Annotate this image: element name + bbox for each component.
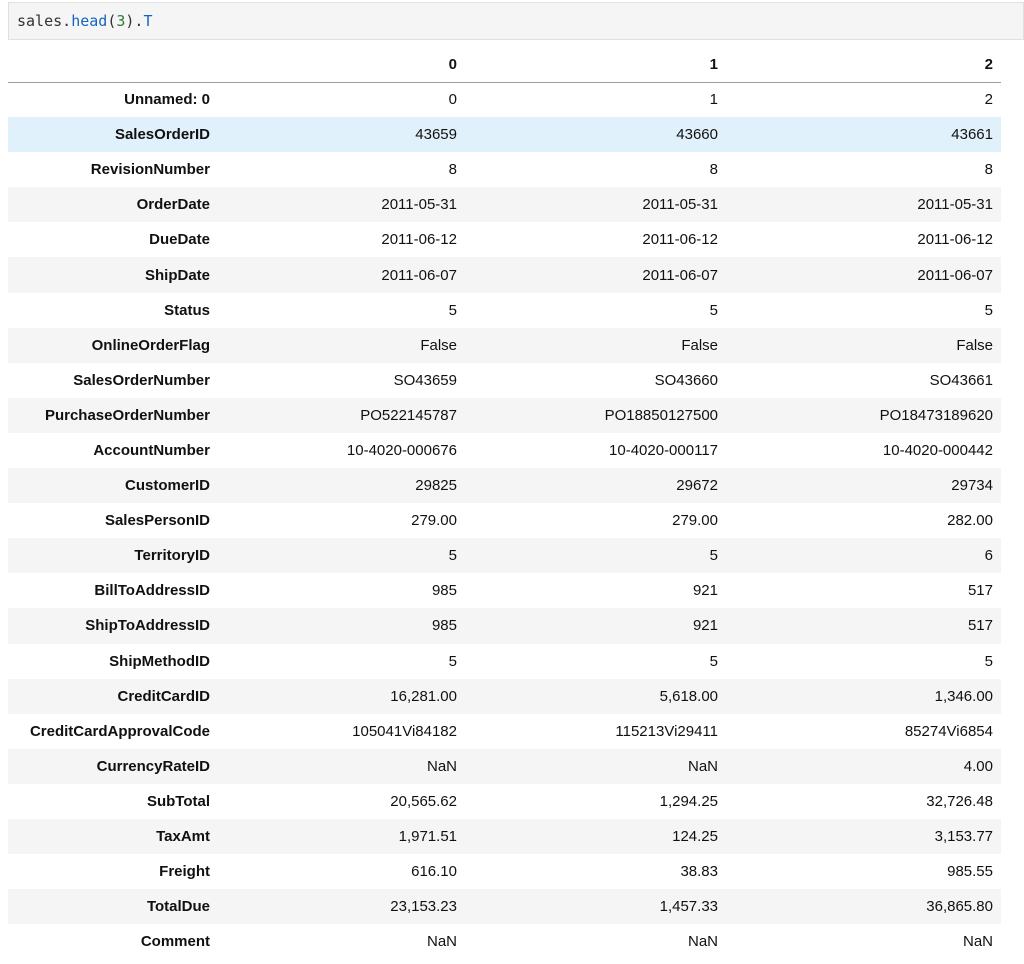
code-token-transpose: T <box>143 12 153 30</box>
table-cell: False <box>420 336 457 354</box>
row-index-label: Status <box>164 301 210 319</box>
row-index-label: SalesOrderID <box>114 126 210 144</box>
table-cell: 279.00 <box>672 512 718 530</box>
table-row <box>8 644 1001 679</box>
column-header: 1 <box>465 47 726 82</box>
table-row <box>8 679 1001 714</box>
table-cell: SO43661 <box>929 371 993 389</box>
table-cell: PO522145787 <box>360 406 457 424</box>
code-token-object: sales <box>17 12 63 30</box>
table-cell: PO18850127500 <box>604 406 718 424</box>
table-row <box>8 257 1001 292</box>
table-cell: 2011-06-12 <box>917 231 993 249</box>
table-cell: 38.83 <box>680 863 718 881</box>
table-row <box>8 608 1001 643</box>
table-cell: 115213Vi29411 <box>615 722 718 740</box>
table-cell: SO43660 <box>654 371 718 389</box>
table-cell: 85274Vi6854 <box>904 722 993 740</box>
table-cell: 616.10 <box>411 863 457 881</box>
table-row <box>8 363 1001 398</box>
table-row <box>8 82 1001 117</box>
table-cell: 29825 <box>415 477 457 495</box>
table-cell: 2011-06-12 <box>381 231 457 249</box>
code-token-close-paren: ) <box>125 12 135 30</box>
row-index-label: SubTotal <box>146 792 210 810</box>
row-index-label: OnlineOrderFlag <box>91 336 210 354</box>
table-cell: 1,971.51 <box>398 828 457 846</box>
table-row <box>8 714 1001 749</box>
table-cell: 1,294.25 <box>659 792 718 810</box>
table-cell: 5 <box>448 652 457 670</box>
table-cell: 29734 <box>951 477 993 495</box>
table-cell: 10-4020-000117 <box>609 441 718 459</box>
row-index-label: ShipDate <box>144 266 210 284</box>
row-index-label: AccountNumber <box>93 441 210 459</box>
table-cell: 43659 <box>415 126 457 144</box>
row-index-label: PurchaseOrderNumber <box>44 406 210 424</box>
table-cell: 1,346.00 <box>934 687 993 705</box>
table-cell: False <box>681 336 718 354</box>
index-header <box>8 47 218 82</box>
row-index-label: RevisionNumber <box>90 161 210 179</box>
table-cell: 43660 <box>676 126 718 144</box>
table-cell: 2011-06-07 <box>642 266 718 284</box>
table-cell: NaN <box>687 757 718 775</box>
table-cell: 5,618.00 <box>659 687 718 705</box>
table-row <box>8 889 1001 924</box>
table-cell: 279.00 <box>411 512 457 530</box>
table-cell: 43661 <box>951 126 993 144</box>
table-cell: NaN <box>426 757 457 775</box>
table-cell: 5 <box>984 652 993 670</box>
row-index-label: TotalDue <box>146 898 210 916</box>
table-cell: 921 <box>692 617 718 635</box>
table-cell: 2011-06-07 <box>381 266 457 284</box>
row-index-label: BillToAddressID <box>94 582 210 600</box>
table-cell: 5 <box>448 547 457 565</box>
table-row <box>8 117 1001 152</box>
table-cell: 2011-05-31 <box>381 196 457 214</box>
table-cell: PO18473189620 <box>879 406 993 424</box>
table-cell: 921 <box>692 582 718 600</box>
row-index-label: ShipToAddressID <box>85 617 210 635</box>
table-cell: 2011-06-12 <box>642 231 718 249</box>
table-row <box>8 328 1001 363</box>
table-cell: 32,726.48 <box>926 792 993 810</box>
table-row <box>8 573 1001 608</box>
row-index-label: SalesPersonID <box>104 512 210 530</box>
table-row <box>8 152 1001 187</box>
table-cell: 282.00 <box>947 512 993 530</box>
table-cell: 29672 <box>676 477 718 495</box>
row-index-label: CustomerID <box>124 477 210 495</box>
table-cell: 2 <box>984 91 993 109</box>
table-row <box>8 503 1001 538</box>
table-cell: 16,281.00 <box>390 687 457 705</box>
table-cell: 5 <box>448 301 457 319</box>
code-cell-input[interactable] <box>8 2 1024 40</box>
row-index-label: TaxAmt <box>156 828 210 846</box>
table-cell: 4.00 <box>963 757 993 775</box>
table-cell: 10-4020-000676 <box>346 441 457 459</box>
table-cell: 1 <box>709 91 718 109</box>
row-index-label: SalesOrderNumber <box>73 371 210 389</box>
table-cell: SO43659 <box>393 371 457 389</box>
table-cell: 1,457.33 <box>659 898 718 916</box>
table-cell: 985.55 <box>947 863 993 881</box>
table-row <box>8 433 1001 468</box>
table-cell: 985 <box>431 582 457 600</box>
table-cell: 2011-06-07 <box>917 266 993 284</box>
table-row <box>8 538 1001 573</box>
table-row <box>8 854 1001 889</box>
table-cell: 5 <box>984 301 993 319</box>
table-cell: 2011-05-31 <box>642 196 718 214</box>
table-row <box>8 468 1001 503</box>
table-row <box>8 293 1001 328</box>
table-cell: 36,865.80 <box>926 898 993 916</box>
table-cell: 6 <box>984 547 993 565</box>
table-cell: 20,565.62 <box>390 792 457 810</box>
row-index-label: ShipMethodID <box>109 652 210 670</box>
table-row <box>8 187 1001 222</box>
table-cell: NaN <box>687 933 718 951</box>
table-cell: 8 <box>448 161 457 179</box>
table-cell: 23,153.23 <box>390 898 457 916</box>
table-cell: 517 <box>967 582 993 600</box>
row-index-label: CreditCardID <box>117 687 210 705</box>
table-row <box>8 222 1001 257</box>
table-cell: 2011-05-31 <box>917 196 993 214</box>
table-cell: 3,153.77 <box>934 828 993 846</box>
code-token-open-paren: ( <box>107 12 117 30</box>
row-index-label: CreditCardApprovalCode <box>29 722 210 740</box>
table-cell: False <box>956 336 993 354</box>
table-cell: 517 <box>967 617 993 635</box>
table-cell: 105041Vi84182 <box>352 722 457 740</box>
table-cell: 5 <box>709 652 718 670</box>
table-cell: NaN <box>962 933 993 951</box>
table-row <box>8 398 1001 433</box>
column-header: 0 <box>218 47 465 82</box>
row-index-label: TerritoryID <box>134 547 210 565</box>
table-row <box>8 819 1001 854</box>
row-index-label: Comment <box>140 933 210 951</box>
table-row <box>8 784 1001 819</box>
row-index-label: Unnamed: 0 <box>124 91 210 109</box>
table-cell: 5 <box>709 301 718 319</box>
row-index-label: OrderDate <box>136 196 210 214</box>
table-cell: 8 <box>709 161 718 179</box>
row-index-label: Freight <box>159 863 210 881</box>
code-token-number: 3 <box>116 12 126 30</box>
table-cell: 5 <box>709 547 718 565</box>
row-index-label: CurrencyRateID <box>96 757 210 775</box>
code-token-dot: . <box>134 12 144 30</box>
table-cell: 0 <box>448 91 457 109</box>
table-row <box>8 924 1001 959</box>
column-header: 2 <box>726 47 1001 82</box>
code-token-method: head <box>71 12 108 30</box>
table-cell: 985 <box>431 617 457 635</box>
table-cell: NaN <box>426 933 457 951</box>
table-row <box>8 749 1001 784</box>
table-cell: 8 <box>984 161 993 179</box>
row-index-label: DueDate <box>149 231 210 249</box>
table-body <box>8 82 1001 959</box>
dataframe-output-table <box>8 47 1001 959</box>
header-row <box>8 47 1001 82</box>
code-token-dot: . <box>62 12 72 30</box>
table-cell: 10-4020-000442 <box>882 441 993 459</box>
table-cell: 124.25 <box>672 828 718 846</box>
